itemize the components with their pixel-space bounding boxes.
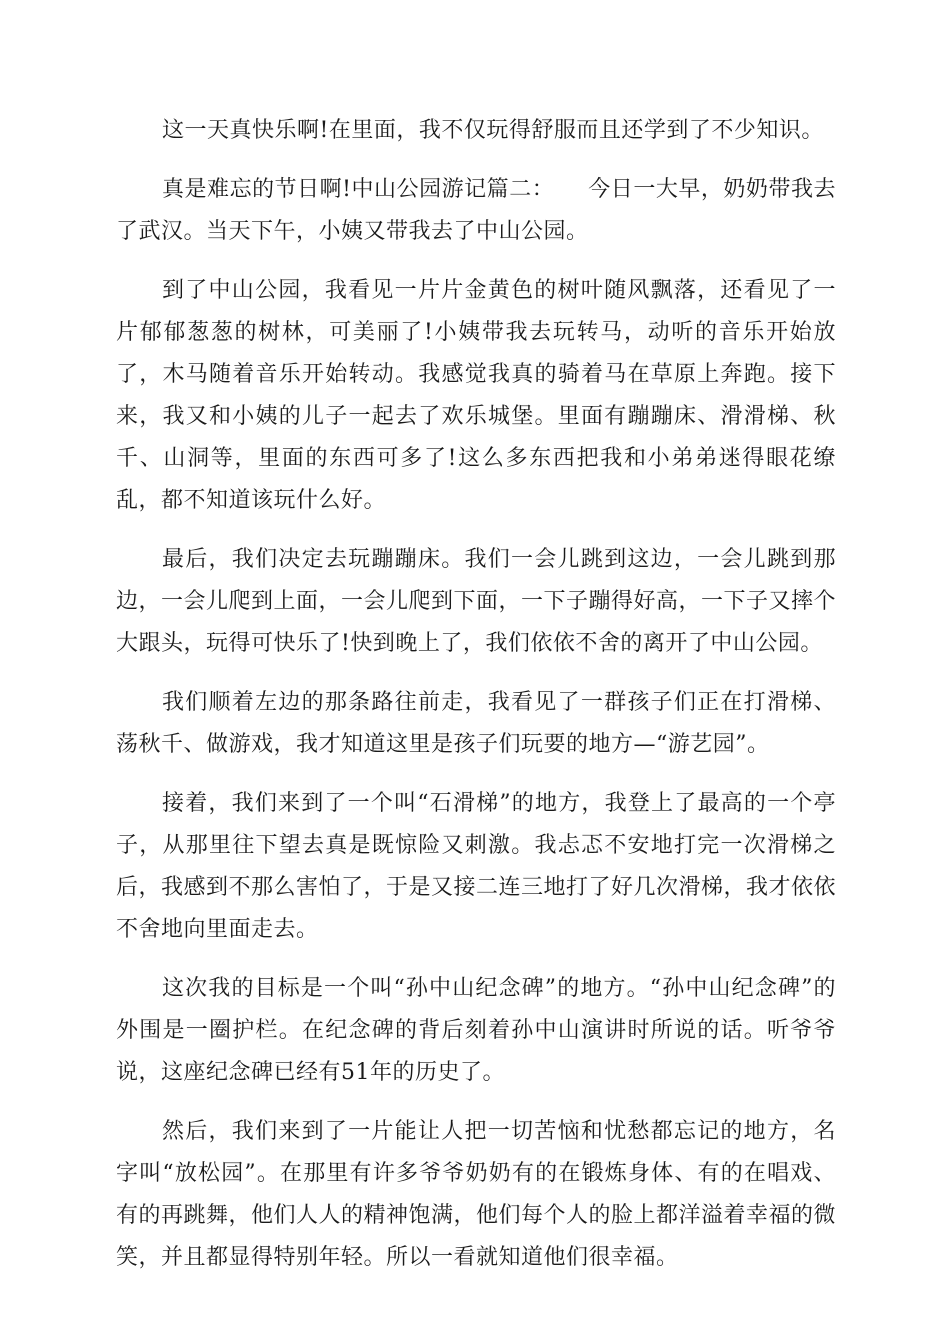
paragraph-4: 最后，我们决定去玩蹦蹦床。我们一会儿跳到这边，一会儿跳到那边，一会儿爬到上面，一会儿爬到下面，一下子蹦得好高，一下子又摔个大跟头，玩得可快乐了!快到晚上了，我们依依不舍的离开了中山公园。 (116, 547, 837, 656)
paragraph-5: 我们顺着左边的那条路往前走，我看见了一群孩子们正在打滑梯、荡秋千、做游戏，我才知道这里是孩子们玩要的地方—“游艺园”。 (116, 690, 836, 757)
paragraph-3: 到了中山公园，我看见一片片金黄色的树叶随风飘落，还看见了一片郁郁葱葱的树林，可美丽了!小姨带我去玩转马，动听的音乐开始放了，木马随着音乐开始转动。我感觉我真的骑着马在草原上奔跑。接下来，我又和小姨的儿子一起去了欢乐城堡。里面有蹦蹦床、滑滑梯、秋千、山洞等，里面的东西可多了!这么多东西把我和小弟弟迷得眼花缭乱，都不知道该玩什么好。 (116, 278, 836, 513)
paragraph-2: 真是难忘的节日啊!中山公园游记篇二： 今日一大早，奶奶带我去了武汉。当天下午，小姨又带我去了中山公园。 (116, 177, 836, 244)
document-body (116, 110, 836, 1296)
paragraph-8: 然后，我们来到了一片能让人把一切苦恼和忧愁都忘记的地方，名字叫“放松园”。在那里有许多爷爷奶奶有的在锻炼身体、有的在唱戏、有的再跳舞，他们人人的精神饱满，他们每个人的脸上都洋溢着幸福的微笑，并且都显得特别年轻。所以一看就知道他们很幸福。 (116, 1119, 837, 1270)
paragraph-6: 接着，我们来到了一个叫“石滑梯”的地方，我登上了最高的一个亭子，从那里往下望去真是既惊险又刺激。我忐忑不安地打完一次滑梯之后，我感到不那么害怕了，于是又接二连三地打了好几次滑梯，我才依依不舍地向里面走去。 (116, 791, 837, 942)
paragraph-7: 这次我的目标是一个叫“孙中山纪念碑”的地方。“孙中山纪念碑”的外围是一圈护栏。在纪念碑的背后刻着孙中山演讲时所说的话。听爷爷说，这座纪念碑已经有51年的历史了。 (116, 976, 836, 1085)
paragraph-1: 这一天真快乐啊!在里面，我不仅玩得舒服而且还学到了不少知识。 (162, 118, 824, 143)
